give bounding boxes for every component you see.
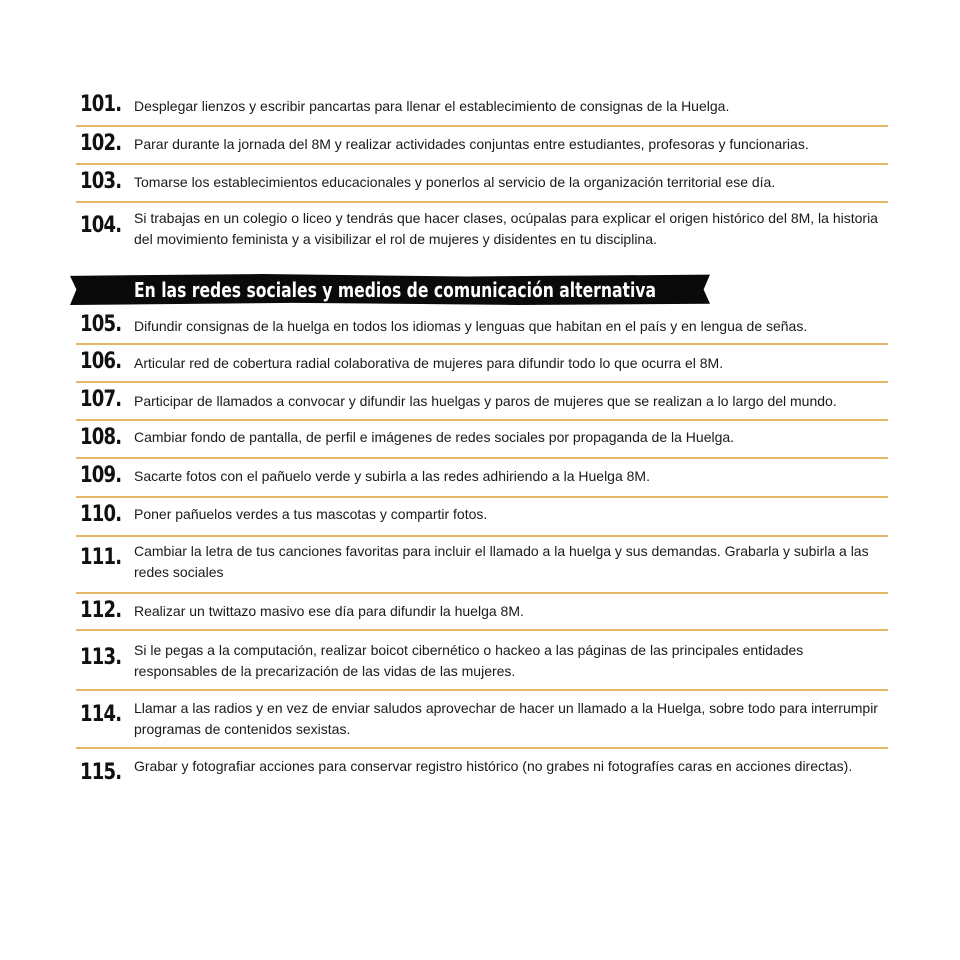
- list-item: [76, 631, 888, 691]
- item-text: Participar de llamados a convocar y difundir las huelgas y paros de mujeres que se realizan a lo largo del mundo.: [134, 393, 837, 409]
- list-item: [76, 749, 888, 809]
- item-text: Llamar a las radios y en vez de enviar saludos aprovechar de hacer un llamado a la Huelga, sobre todo para interrumpir programas de contenidos sexistas.: [134, 700, 878, 737]
- list-item: [76, 345, 888, 383]
- list-item: [76, 594, 888, 631]
- item-number: 102.: [80, 131, 122, 156]
- list-item: [76, 421, 888, 459]
- item-text: Poner pañuelos verdes a tus mascotas y compartir fotos.: [134, 506, 488, 522]
- item-text: Parar durante la jornada del 8M y realizar actividades conjuntas entre estudiantes, profesoras y funcionarias.: [134, 136, 809, 152]
- action-list-social-media: [76, 308, 888, 809]
- item-number: 108.: [80, 425, 122, 450]
- list-item: [76, 88, 888, 127]
- item-number: 101.: [80, 92, 122, 117]
- item-text: Cambiar fondo de pantalla, de perfil e imágenes de redes sociales por propaganda de la Huelga.: [134, 429, 735, 445]
- item-number: 110.: [80, 502, 122, 527]
- action-list-education: [76, 88, 888, 263]
- list-item: [76, 203, 888, 263]
- list-item: [76, 459, 888, 498]
- item-text: Tomarse los establecimientos educacionales y ponerlos al servicio de la organización territorial ese día.: [134, 174, 776, 190]
- item-text: Sacarte fotos con el pañuelo verde y subirla a las redes adhiriendo a la Huelga 8M.: [134, 468, 650, 484]
- list-item: [76, 308, 888, 345]
- item-text: Articular red de cobertura radial colaborativa de mujeres para difundir todo lo que ocurra el 8M.: [134, 355, 724, 371]
- item-text: Grabar y fotografiar acciones para conservar registro histórico (no grabes ni fotografíes caras en acciones directas).: [134, 758, 853, 774]
- list-item: [76, 498, 888, 537]
- item-number: 114.: [80, 702, 122, 727]
- item-number: 107.: [80, 387, 122, 412]
- section-title: En las redes sociales y medios de comunicación alternativa: [134, 278, 656, 302]
- item-text: Si trabajas en un colegio o liceo y tendrás que hacer clases, ocúpalas para explicar el origen histórico del 8M, la historia del movimiento feminista y a visibilizar el rol de mujeres y disidentes en tu disciplina.: [134, 210, 878, 247]
- item-text: Realizar un twittazo masivo ese día para difundir la huelga 8M.: [134, 603, 524, 619]
- item-number: 103.: [80, 169, 122, 194]
- list-item: [76, 383, 888, 421]
- item-number: 106.: [80, 349, 122, 374]
- item-number: 111.: [80, 545, 122, 570]
- list-item: [76, 691, 888, 749]
- item-number: 109.: [80, 463, 122, 488]
- item-number: 112.: [80, 598, 122, 623]
- item-text: Cambiar la letra de tus canciones favoritas para incluir el llamado a la huelga y sus demandas. Grabarla y subirla a las redes sociales: [134, 543, 869, 580]
- item-number: 105.: [80, 312, 122, 337]
- list-item: [76, 537, 888, 594]
- item-text: Si le pegas a la computación, realizar boicot cibernético o hackeo a las páginas de las principales entidades responsables de la precarización de las vidas de las mujeres.: [134, 642, 804, 679]
- list-item: [76, 165, 888, 203]
- item-text: Difundir consignas de la huelga en todos los idiomas y lenguas que habitan en el país y en lengua de señas.: [134, 318, 808, 334]
- item-number: 113.: [80, 645, 122, 670]
- item-text: Desplegar lienzos y escribir pancartas para llenar el establecimiento de consignas de la Huelga.: [134, 98, 730, 114]
- list-item: [76, 127, 888, 165]
- item-number: 115.: [80, 760, 122, 785]
- item-number: 104.: [80, 213, 122, 238]
